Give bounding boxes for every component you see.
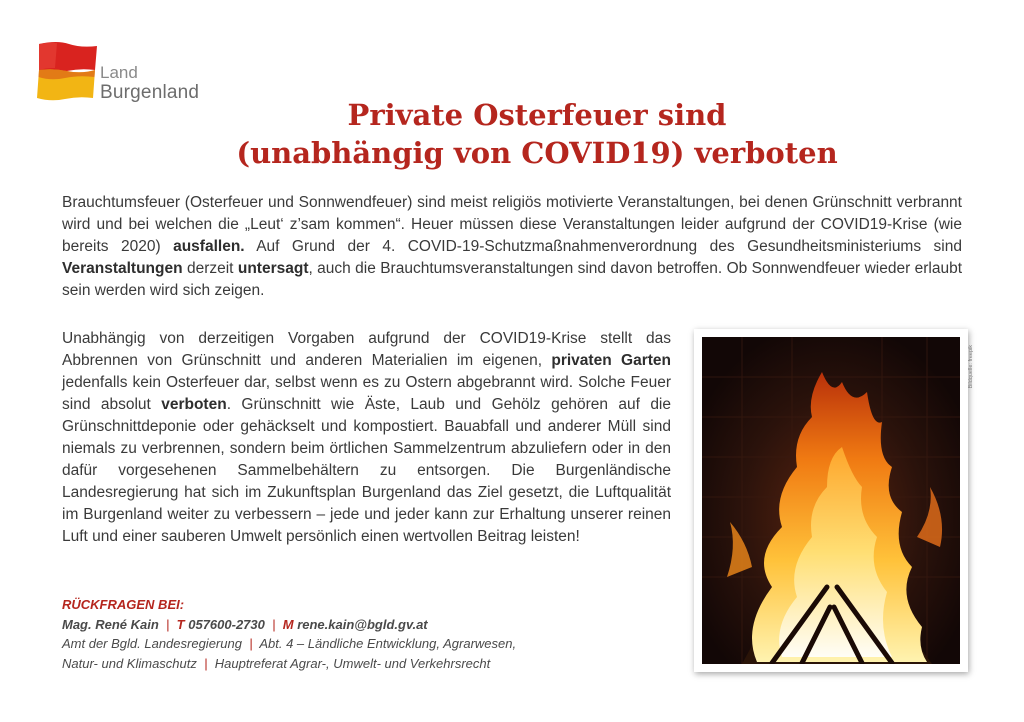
intro-bold-ausfallen: ausfallen. (173, 238, 245, 255)
contact-line-1 (62, 615, 682, 635)
phone-label: T (176, 616, 185, 632)
main-paragraph (62, 328, 671, 548)
email-label: M (282, 616, 294, 632)
fire-photo (694, 329, 968, 672)
separator: | (166, 616, 170, 632)
burgenland-flag-icon (37, 40, 99, 102)
main-bold-verboten: verboten (161, 396, 227, 413)
intro-text-2: Auf Grund der 4. COVID-19-Schutzmaßnahmenverordnung des Gesundheitsministeriums sind (244, 238, 962, 255)
contact-line-2 (62, 634, 682, 654)
contact-unit: Hauptreferat Agrar-, Umwelt- und Verkehrsrecht (214, 655, 491, 671)
intro-text-3: derzeit (182, 260, 238, 277)
page-title (180, 96, 894, 172)
separator: | (249, 636, 253, 651)
logo-burgenland-text: Burgenland (100, 82, 200, 103)
contact-name: Mag. René Kain (62, 616, 159, 632)
contact-block (62, 595, 682, 673)
intro-text-4: , auch die Brauchtumsveranstaltungen sind davon betroffen. Ob Sonnwendfeuer wieder erlaubt sein werden wird sich zeigen. (62, 260, 963, 299)
intro-bold-untersagt: untersagt (237, 260, 309, 277)
main-text-1: Unabhängig von derzeitigen Vorgaben aufgrund der COVID19-Krise stellt das Abbrennen von Grünschnitt und anderen Materialien im eigenen, (62, 330, 671, 369)
main-text-3: . Grünschnitt wie Äste, Laub und Gehölz gehören auf die Grünschnittdeponie oder gehäckselt und kompostiert. Bauabfall und anderer Müll sind niemals zu verbrennen, sondern beim örtlichen Sammelzentrum abzuliefern oder in den dafür vorgesehenen Sammelbehältern zu entsorgen. Die Burgenländische Landesregierung hat sich im Zukunftsplan Burgenland das Ziel gesetzt, die Luftqualität im Burgenland weiter zu verbessern – jede und jeder kann zur Erhaltung unserer reinen Luft und einer sauberen Umwelt persönlich einen wertvollen Beitrag leisten! (62, 396, 671, 545)
contact-dept-2: Natur- und Klimaschutz (62, 655, 197, 671)
title-line-1: Private Osterfeuer sind (347, 98, 727, 132)
contact-email[interactable]: rene.kain@bgld.gv.at (297, 616, 428, 632)
intro-bold-veranstaltungen: Veranstaltungen (62, 260, 183, 277)
main-bold-privaten-garten: privaten Garten (551, 352, 671, 369)
title-line-2: (unabhängig von COVID19) verboten (236, 136, 838, 170)
main-text-2: jedenfalls kein Osterfeuer dar, selbst wenn es zu Ostern abgebrannt wird. Solche Feuer sind absolut (62, 374, 671, 413)
separator: | (204, 655, 208, 671)
contact-heading: RÜCKFRAGEN BEI: (62, 597, 185, 612)
logo-land-text: Land (100, 63, 138, 82)
contact-office: Amt der Bgld. Landesregierung (62, 636, 242, 651)
intro-paragraph (62, 192, 962, 302)
separator: | (272, 616, 276, 632)
bonfire-image (702, 337, 960, 664)
contact-dept: Abt. 4 – Ländliche Entwicklung, Agrarwesen, (259, 636, 517, 651)
photo-credit: Bildquelle: freepik (968, 345, 974, 389)
contact-line-3 (62, 654, 682, 674)
intro-text-1: Brauchtumsfeuer (Osterfeuer und Sonnwendfeuer) sind meist religiös motivierte Veranstaltungen, bei denen Grünschnitt verbrannt wird und bei welchen die „Leut‘ z’sam kommen“. Heuer müssen diese Veranstaltungen leider aufgrund der COVID19-Krise (wie bereits 2020) (62, 194, 962, 255)
contact-phone[interactable]: 057600-2730 (188, 616, 265, 632)
